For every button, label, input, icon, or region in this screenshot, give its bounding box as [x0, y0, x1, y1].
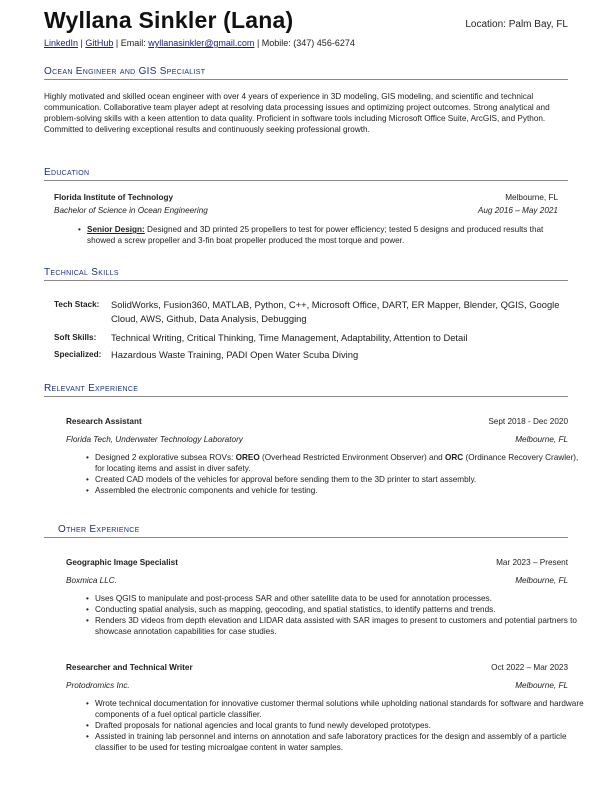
skill-label-soft-skills: Soft Skills:	[54, 333, 97, 342]
list-item: • Conducting spatial analysis, such as mapping, geocoding, and spatial statistics, to identify patterns and trends.	[86, 604, 584, 615]
section-heading-skills: Technical Skills	[44, 267, 568, 281]
location: Location: Palm Bay, FL	[465, 19, 568, 30]
job-location: Melbourne, FL	[515, 576, 568, 585]
list-item: • Assembled the electronic components and vehicle for testing.	[86, 485, 584, 496]
email-label: Email:	[120, 38, 146, 48]
rov-name-oreo: OREO	[235, 453, 260, 462]
bullet-text: Designed 2 explorative subsea ROVs:	[95, 453, 236, 462]
list-item: • Wrote technical documentation for innovative customer thermal solutions while upholding national standards for software and hardware components of a fuel optical particle classifier.	[86, 698, 584, 720]
section-heading-summary: Ocean Engineer and GIS Specialist	[44, 66, 568, 80]
section-heading-relevant: Relevant Experience	[44, 383, 568, 397]
job-bullets	[72, 698, 584, 753]
education-bullets	[64, 224, 568, 246]
job-organization: Protodromics Inc.	[66, 681, 130, 690]
relevant-bullets	[72, 452, 584, 496]
school-location: Melbourne, FL	[505, 193, 558, 202]
mobile-number: Mobile: (347) 456-6274	[261, 38, 355, 48]
summary-paragraph: Highly motivated and skilled ocean engineer with over 4 years of experience in 3D modeling, GIS modeling, and scientific and technical communication. Collaborative team player adept at resolving data processing issues and optimizing project outcomes. Strong analytical and problem-solving skills with a keen attention to data quality. Proficient in software tools including Microsoft Office Suite, ArcGIS, and Python. Committed to delivering exceptional results and continuously seeking professional growth.	[44, 92, 550, 134]
bullet-text: (Ordinance Recovery Crawler), for locating items and assist in diver safety.	[95, 453, 579, 473]
candidate-name: Wyllana Sinkler (Lana)	[44, 7, 294, 33]
job-location: Melbourne, FL	[515, 435, 568, 444]
job-title: Research Assistant	[66, 417, 142, 426]
school-name: Florida Institute of Technology	[54, 193, 174, 202]
job-dates: Oct 2022 – Mar 2023	[491, 663, 568, 672]
job-organization: Florida Tech, Underwater Technology Laboratory	[66, 435, 243, 444]
list-item: • Created CAD models of the vehicles for approval before sending them to the 3D printer to start assembly.	[86, 474, 584, 485]
email-link[interactable]: wyllanasinkler@gmail.com	[148, 38, 255, 48]
education-dates: Aug 2016 – May 2021	[477, 206, 558, 215]
section-heading-other: Other Experience	[44, 524, 568, 538]
rov-name-orc: ORC	[444, 453, 464, 462]
job-title: Researcher and Technical Writer	[66, 663, 193, 672]
list-item: • Assisted in training lab personnel and interns on annotation and safe laboratory practices for the design and assembly of a particle classifier to be used for testing microalgae content in water samples.	[86, 731, 584, 753]
list-item: • Renders 3D videos from depth elevation and LIDAR data assisted with SAR images to present to customers and potential partners to showcase annotation capabilities for case studies.	[86, 615, 584, 637]
bullet-text: (Overhead Restricted Environment Observer) and	[259, 453, 445, 462]
skill-value-soft-skills: Technical Writing, Critical Thinking, Time Management, Adaptability, Attention to Detail	[111, 332, 468, 343]
job-dates: Mar 2023 – Present	[496, 558, 568, 567]
list-item	[78, 224, 568, 246]
job-location: Melbourne, FL	[515, 681, 568, 690]
list-item	[86, 452, 584, 474]
senior-design-text: Designed and 3D printed 25 propellers to test for power efficiency; tested 5 designs and produced results that showed a screw propeller and 3-fin boat propeller produced the most torque and power.	[87, 225, 544, 245]
list-item: • Drafted proposals for national agencies and local grants to fund newly developed prototypes.	[86, 720, 584, 731]
skill-value-tech-stack: SolidWorks, Fusion360, MATLAB, Python, C++, Microsoft Office, DART, ER Mapper, Blender, QGIS, Google Cloud, AWS, Github, Data Analysis, Debugging	[111, 299, 560, 324]
linkedin-link[interactable]: LinkedIn	[44, 38, 79, 48]
contact-line: LinkedIn | GitHub | Email: wyllanasinkler@gmail.com | Mobile: (347) 456-6274	[44, 38, 355, 48]
skills-block	[54, 298, 570, 368]
job-bullets	[72, 593, 584, 637]
skill-label-tech-stack: Tech Stack:	[54, 300, 100, 309]
job-organization: Boxmica LLC.	[66, 576, 117, 585]
list-item: • Uses QGIS to manipulate and post-process SAR and other satellite data to be used for annotation processes.	[86, 593, 584, 604]
job-dates: Sept 2018 - Dec 2020	[488, 417, 568, 426]
section-heading-education: Education	[44, 167, 568, 181]
job-title: Geographic Image Specialist	[66, 558, 178, 567]
skill-label-specialized: Specialized:	[54, 350, 102, 359]
github-link[interactable]: GitHub	[85, 38, 114, 48]
skill-value-specialized: Hazardous Waste Training, PADI Open Water Scuba Diving	[111, 349, 359, 360]
degree: Bachelor of Science in Ocean Engineering	[54, 206, 208, 215]
senior-design-label: Senior Design:	[87, 225, 145, 234]
